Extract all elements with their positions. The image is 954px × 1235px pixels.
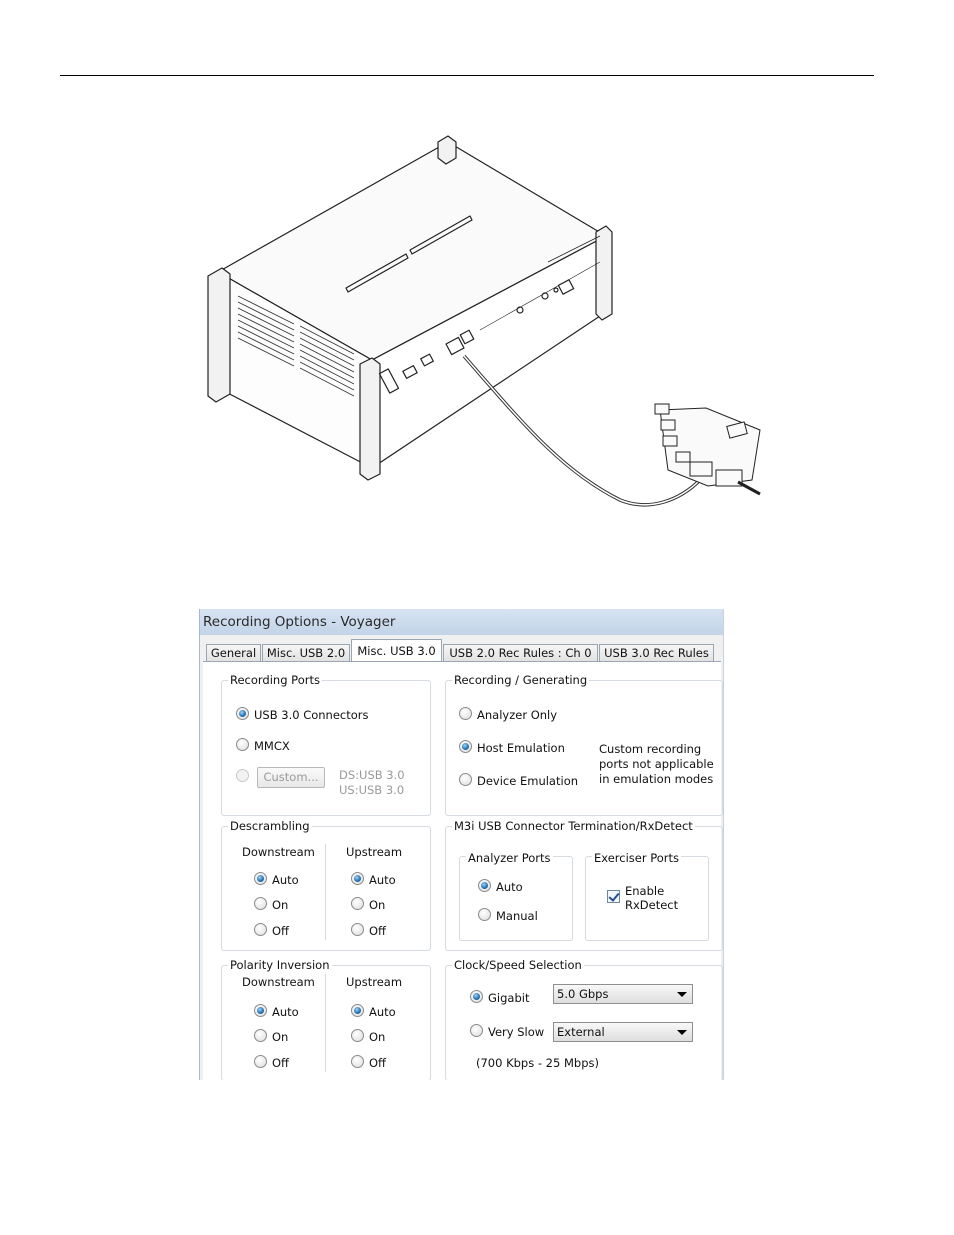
tab-usb2-rec-rules[interactable]: USB 2.0 Rec Rules : Ch 0 bbox=[443, 644, 598, 661]
descrambling-ds-off-radio[interactable] bbox=[254, 923, 267, 936]
descrambling-us-off-label: Off bbox=[369, 924, 386, 938]
tab-bar bbox=[200, 635, 723, 662]
descrambling-ds-auto-radio[interactable] bbox=[254, 872, 267, 885]
tab-misc-usb-3[interactable]: Misc. USB 3.0 bbox=[351, 639, 442, 662]
polarity-ds-on-label: On bbox=[272, 1030, 289, 1044]
gigabit-label: Gigabit bbox=[488, 991, 530, 1005]
enable-rxdetect-label-1: Enable bbox=[625, 884, 665, 898]
host-emulation-label: Host Emulation bbox=[477, 741, 565, 755]
descrambling-ds-on-label: On bbox=[272, 898, 289, 912]
descrambling-ds-auto-label: Auto bbox=[272, 873, 299, 887]
polarity-ds-on-radio[interactable] bbox=[254, 1029, 267, 1042]
very-slow-label: Very Slow bbox=[488, 1025, 545, 1039]
gigabit-radio[interactable] bbox=[470, 990, 483, 1003]
analyzer-auto-radio[interactable] bbox=[478, 879, 491, 892]
analyzer-auto-label: Auto bbox=[496, 880, 523, 894]
custom-radio[interactable] bbox=[236, 769, 249, 782]
very-slow-speed-value: External bbox=[557, 1025, 605, 1039]
gigabit-speed-value: 5.0 Gbps bbox=[557, 987, 609, 1001]
descrambling-upstream-label: Upstream bbox=[346, 845, 403, 859]
enable-rxdetect-checkbox[interactable] bbox=[607, 890, 620, 903]
usb3-connectors-label: USB 3.0 Connectors bbox=[254, 708, 369, 722]
very-slow-radio[interactable] bbox=[470, 1024, 483, 1037]
recording-generating-title: Recording / Generating bbox=[454, 673, 588, 687]
usb3-connectors-radio[interactable] bbox=[236, 707, 249, 720]
polarity-us-auto-label: Auto bbox=[369, 1005, 396, 1019]
custom-button[interactable]: Custom... bbox=[257, 767, 325, 788]
descrambling-us-off-radio[interactable] bbox=[351, 923, 364, 936]
emulation-note-line3: in emulation modes bbox=[599, 772, 714, 786]
emulation-note-line2: ports not applicable bbox=[599, 757, 714, 771]
tab-panel bbox=[203, 661, 721, 1080]
mmcx-radio[interactable] bbox=[236, 738, 249, 751]
recording-ports-title: Recording Ports bbox=[230, 673, 320, 687]
voyager-analyzer-illustration bbox=[0, 0, 954, 560]
descrambling-us-auto-radio[interactable] bbox=[351, 872, 364, 885]
analyzer-manual-label: Manual bbox=[496, 909, 538, 923]
very-slow-speed-select[interactable] bbox=[553, 1022, 693, 1042]
polarity-divider bbox=[325, 974, 326, 1072]
tab-general[interactable]: General bbox=[206, 644, 261, 661]
polarity-upstream-label: Upstream bbox=[346, 975, 403, 989]
polarity-us-on-radio[interactable] bbox=[351, 1029, 364, 1042]
ds-port-label: DS:USB 3.0 bbox=[339, 768, 405, 782]
analyzer-only-label: Analyzer Only bbox=[477, 708, 558, 722]
recording-options-dialog bbox=[199, 609, 724, 1080]
polarity-ds-off-label: Off bbox=[272, 1056, 289, 1070]
analyzer-manual-radio[interactable] bbox=[478, 908, 491, 921]
dropdown-caret-icon bbox=[677, 992, 687, 997]
polarity-us-off-label: Off bbox=[369, 1056, 386, 1070]
descrambling-us-auto-label: Auto bbox=[369, 873, 396, 887]
descrambling-us-on-radio[interactable] bbox=[351, 897, 364, 910]
exerciser-ports-title: Exerciser Ports bbox=[594, 851, 680, 865]
polarity-ds-off-radio[interactable] bbox=[254, 1055, 267, 1068]
mmcx-label: MMCX bbox=[254, 739, 290, 753]
termination-title: M3i USB Connector Termination/RxDetect bbox=[454, 819, 693, 833]
analyzer-only-radio[interactable] bbox=[459, 707, 472, 720]
device-emulation-label: Device Emulation bbox=[477, 774, 579, 788]
emulation-note-line1: Custom recording bbox=[599, 742, 702, 756]
polarity-us-off-radio[interactable] bbox=[351, 1055, 364, 1068]
clock-speed-title: Clock/Speed Selection bbox=[454, 958, 582, 972]
descrambling-ds-on-radio[interactable] bbox=[254, 897, 267, 910]
analyzer-ports-title: Analyzer Ports bbox=[468, 851, 551, 865]
gigabit-speed-select[interactable] bbox=[553, 984, 693, 1004]
dialog-title: Recording Options - Voyager bbox=[200, 609, 723, 635]
polarity-us-auto-radio[interactable] bbox=[351, 1004, 364, 1017]
descrambling-us-on-label: On bbox=[369, 898, 386, 912]
descrambling-divider bbox=[325, 844, 326, 940]
descrambling-downstream-label: Downstream bbox=[242, 845, 315, 859]
enable-rxdetect-label-2: RxDetect bbox=[625, 898, 679, 912]
dropdown-caret-icon bbox=[677, 1030, 687, 1035]
analyzer-ports-group bbox=[459, 856, 573, 941]
us-port-label: US:USB 3.0 bbox=[339, 783, 405, 797]
polarity-ds-auto-label: Auto bbox=[272, 1005, 299, 1019]
polarity-downstream-label: Downstream bbox=[242, 975, 315, 989]
speed-range-label: (700 Kbps - 25 Mbps) bbox=[476, 1056, 599, 1070]
descrambling-title: Descrambling bbox=[230, 819, 310, 833]
polarity-us-on-label: On bbox=[369, 1030, 386, 1044]
host-emulation-radio[interactable] bbox=[459, 740, 472, 753]
device-emulation-radio[interactable] bbox=[459, 773, 472, 786]
descrambling-ds-off-label: Off bbox=[272, 924, 289, 938]
polarity-ds-auto-radio[interactable] bbox=[254, 1004, 267, 1017]
polarity-title: Polarity Inversion bbox=[230, 958, 330, 972]
tab-usb3-rec-rules[interactable]: USB 3.0 Rec Rules bbox=[599, 644, 714, 661]
tab-misc-usb-2[interactable]: Misc. USB 2.0 bbox=[262, 644, 350, 661]
